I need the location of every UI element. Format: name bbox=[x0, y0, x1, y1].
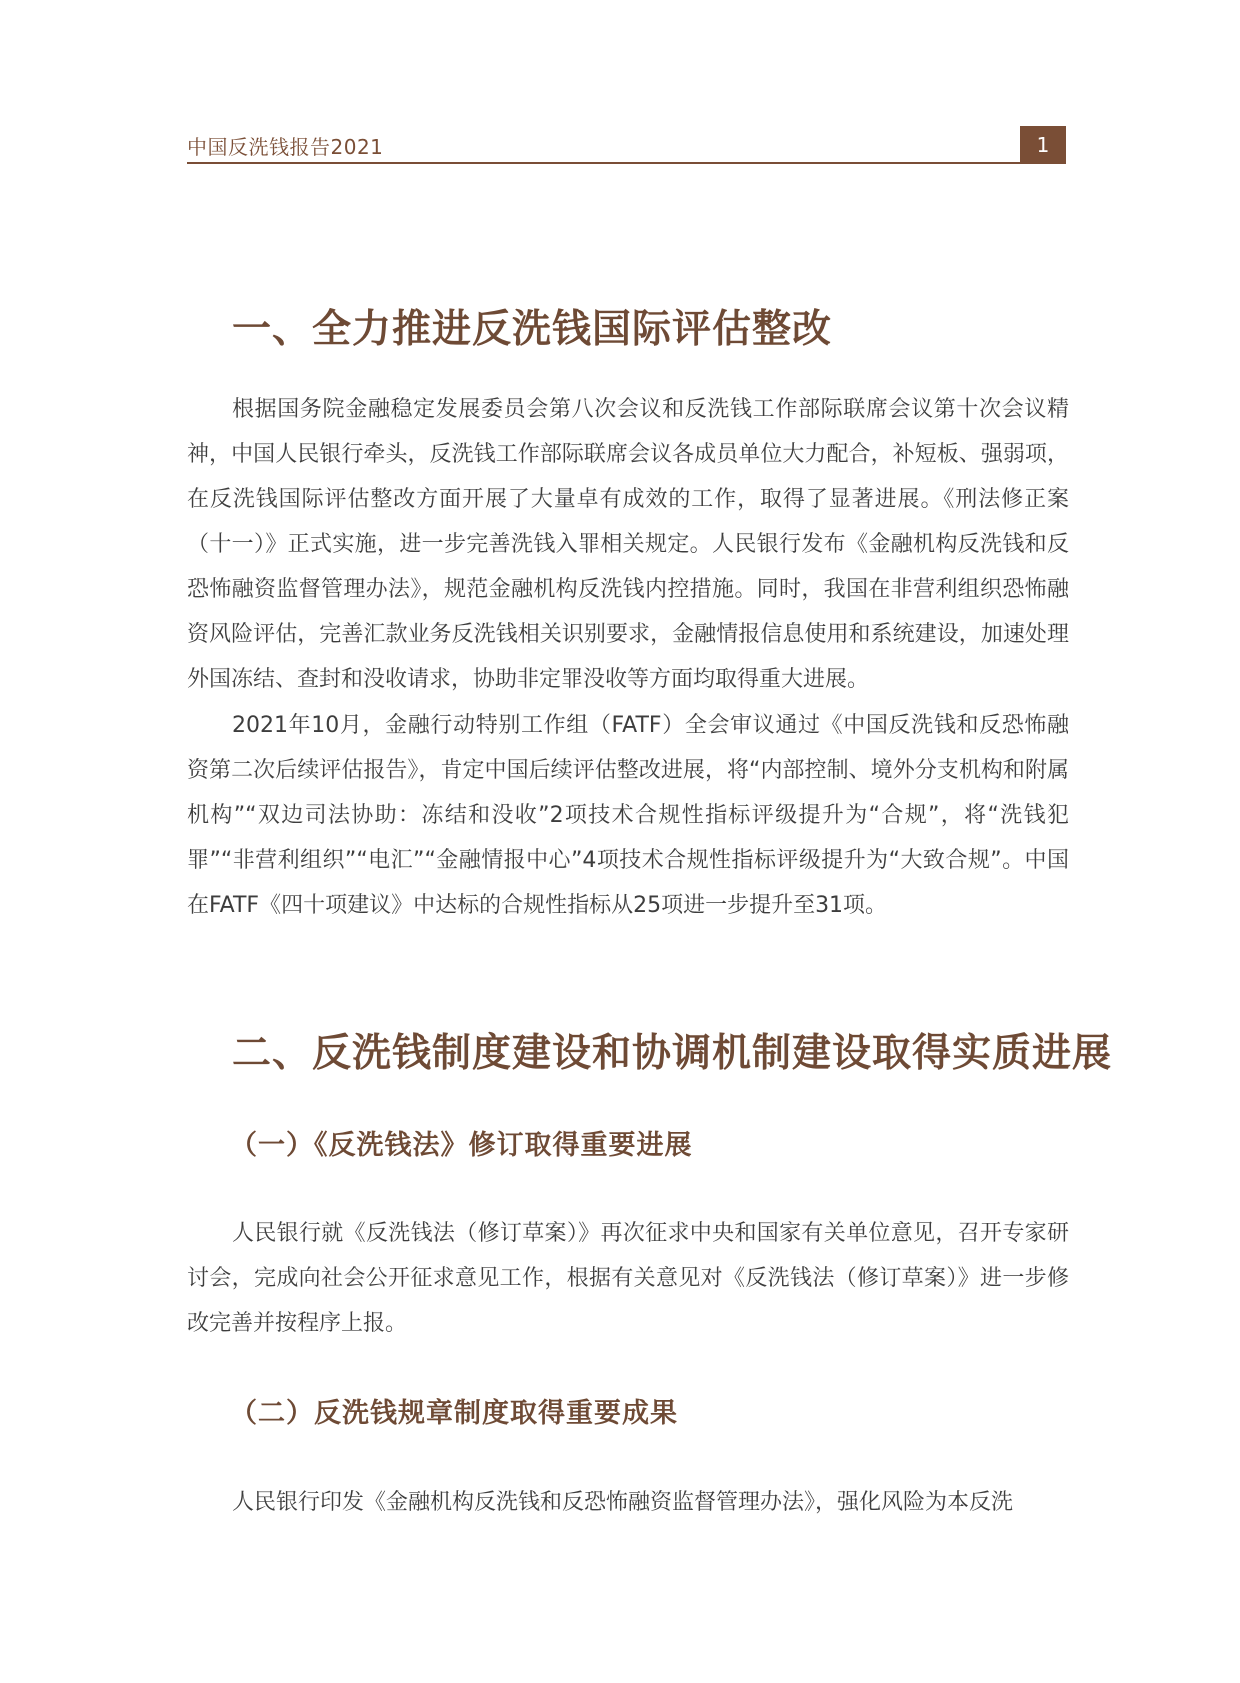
section2-sub1-heading: （一）《反洗钱法》修订取得重要进展 bbox=[230, 1130, 693, 1161]
section1-heading: 一、全力推进反洗钱国际评估整改 bbox=[232, 306, 833, 352]
section2-heading: 二、反洗钱制度建设和协调机制建设取得实质进展 bbox=[232, 1030, 1113, 1076]
page-header bbox=[187, 126, 1066, 164]
section2-sub2-paragraph: 人民银行印发《金融机构反洗钱和反恐怖融资监督管理办法》，强化风险为本反洗 bbox=[232, 1490, 1014, 1515]
section2-sub1-paragraph: 人民银行就《反洗钱法（修订草案）》再次征求中央和国家有关单位意见，召开专家研讨会，完成向社会公开征求意见工作，根据有关意见对《反洗钱法（修订草案）》进一步修改完善并按程序上报。 bbox=[187, 1221, 1069, 1336]
section1-paragraph-1: 根据国务院金融稳定发展委员会第八次会议和反洗钱工作部际联席会议第十次会议精神，中国人民银行牵头，反洗钱工作部际联席会议各成员单位大力配合，补短板、强弱项，在反洗钱国际评估整改方面开展了大量卓有成效的工作，取得了显著进展。《刑法修正案（十一）》正式实施，进一步完善洗钱入罪相关规定。人民银行发布《金融机构反洗钱和反恐怖融资监督管理办法》，规范金融机构反洗钱内控措施。同时，我国在非营利组织恐怖融资风险评估，完善汇款业务反洗钱相关识别要求，金融情报信息使用和系统建设，加速处理外国冻结、查封和没收请求，协助非定罪没收等方面均取得重大进展。 bbox=[187, 397, 1069, 692]
section1-paragraph-2: 2021年10月，金融行动特别工作组（FATF）全会审议通过《中国反洗钱和反恐怖融资第二次后续评估报告》，肯定中国后续评估整改进展，将“内部控制、境外分支机构和附属机构”“双边司法协助：冻结和没收”2项技术合规性指标评级提升为“合规”，将“洗钱犯罪”“非营利组织”“电汇”“金融情报中心”4项技术合规性指标评级提升为“大致合规”。中国在FATF《四十项建议》中达标的合规性指标从25项进一步提升至31项。 bbox=[187, 713, 1069, 918]
page-number: 1 bbox=[1020, 126, 1066, 164]
header-divider bbox=[187, 162, 1066, 164]
report-title: 中国反洗钱报告2021 bbox=[187, 135, 384, 159]
section2-sub2-heading: （二）反洗钱规章制度取得重要成果 bbox=[230, 1398, 678, 1429]
